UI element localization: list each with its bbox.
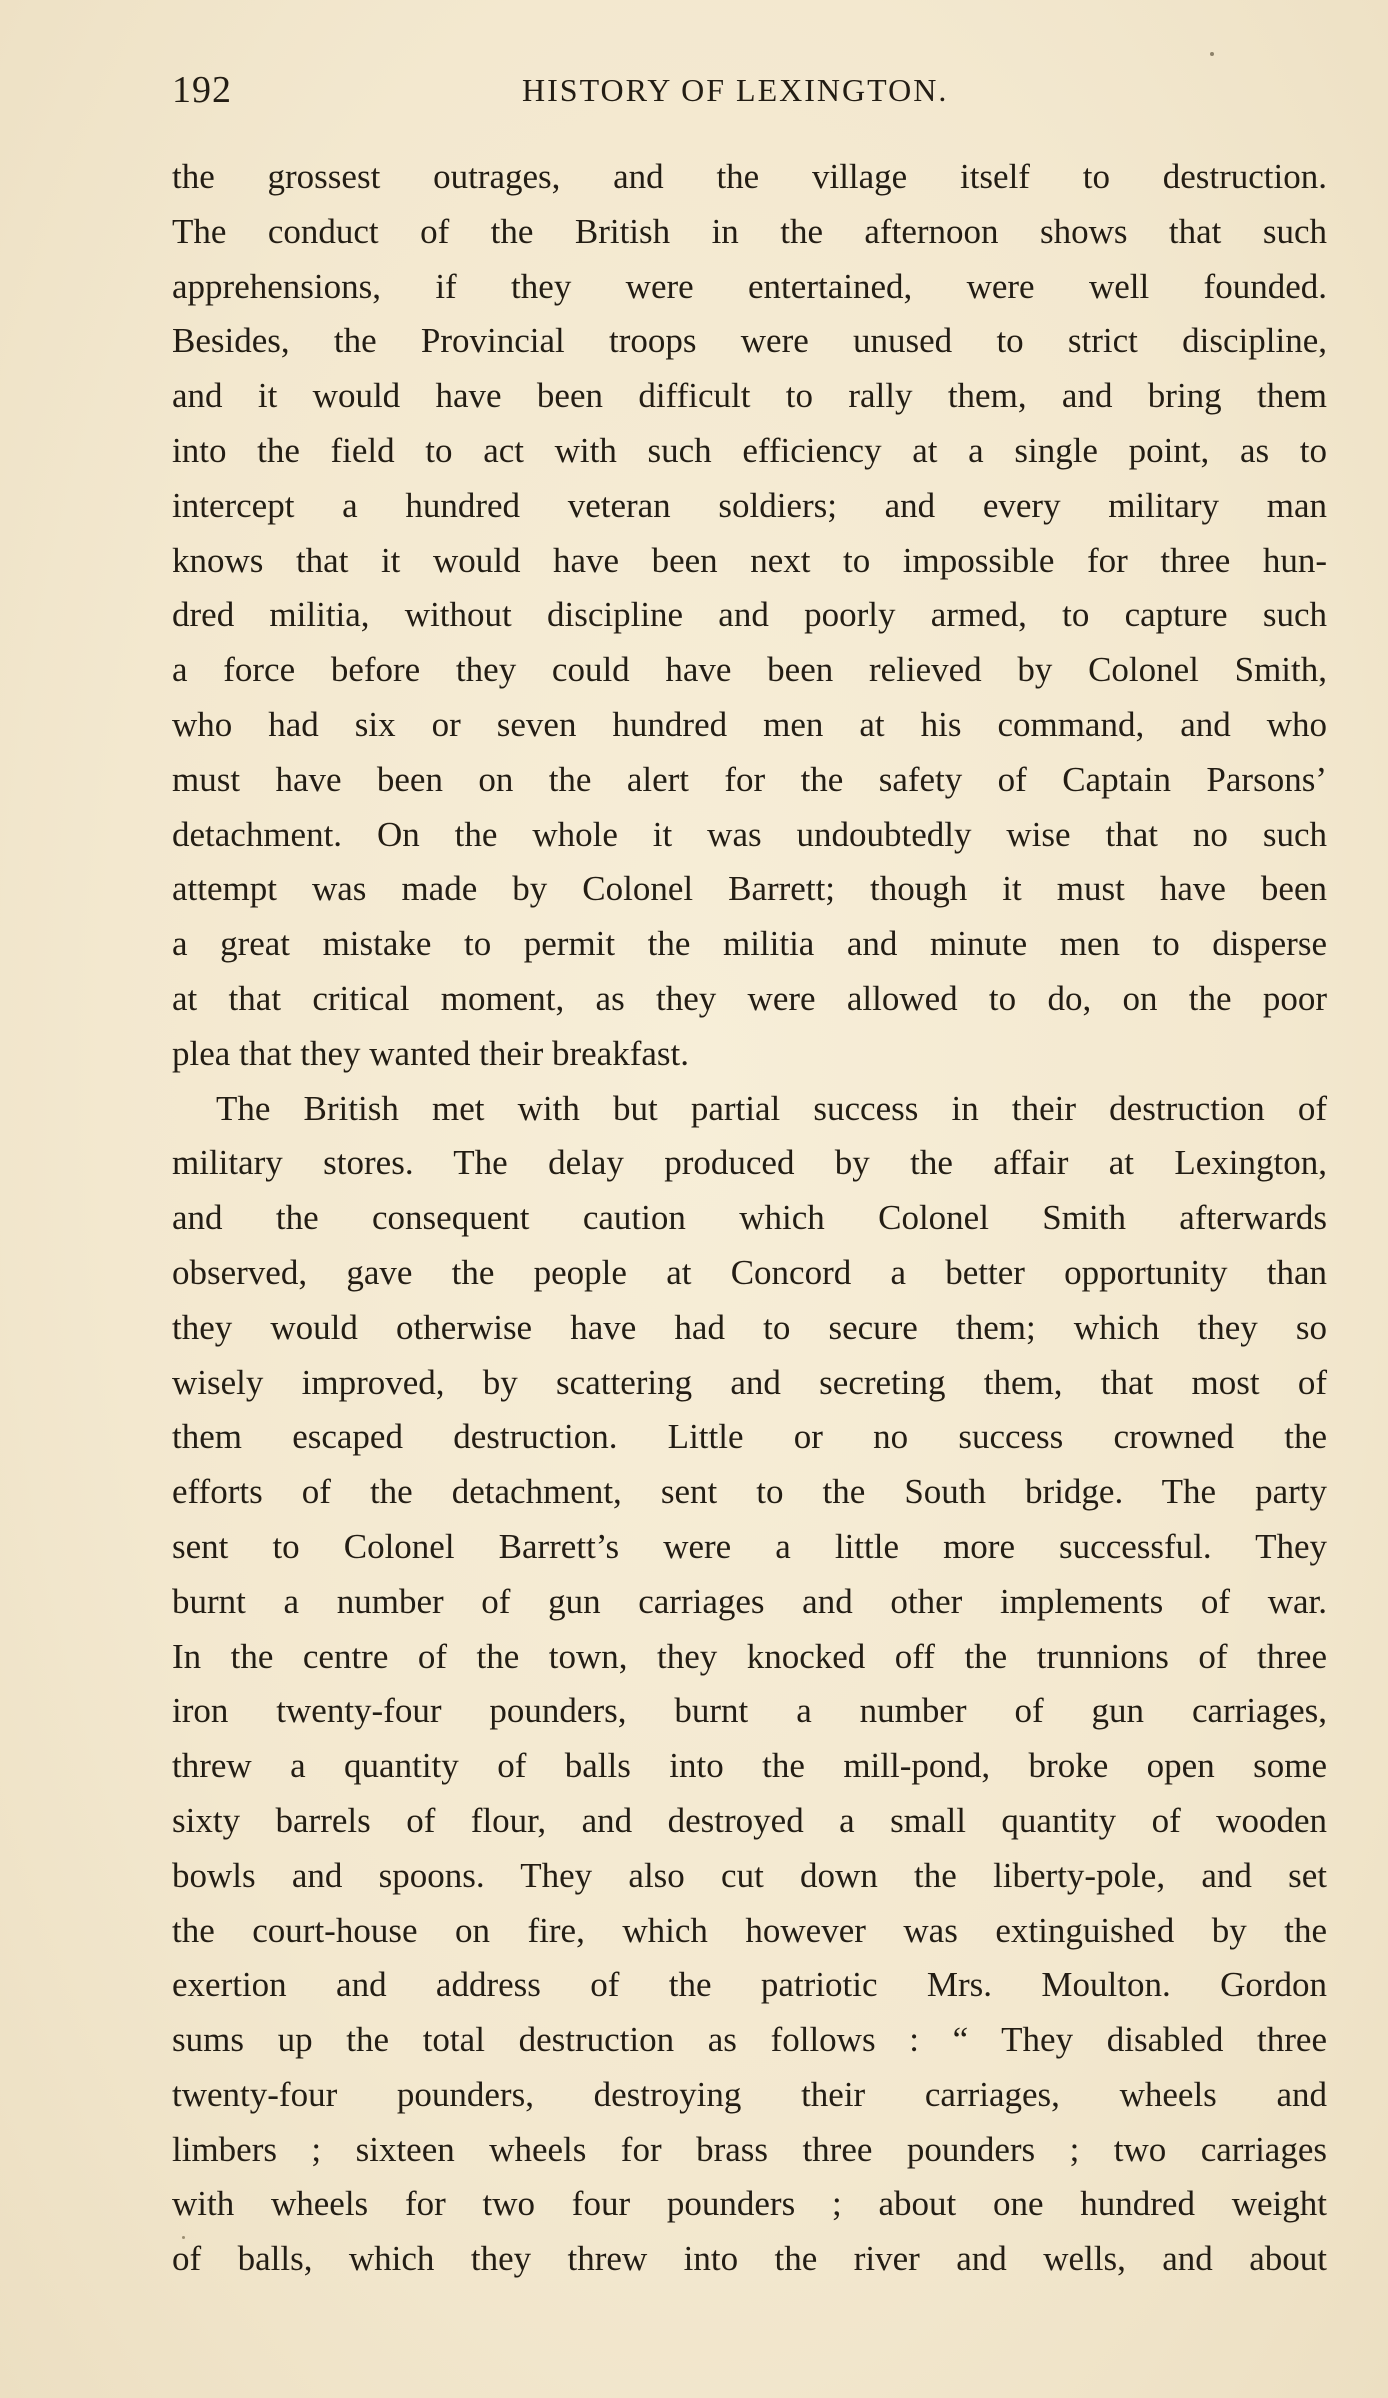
text-line: Besides, the Provincial troops were unused to strict discipline, (172, 321, 1327, 361)
ink-speck (182, 2236, 185, 2239)
text-line: exertion and address of the patriotic Mrs. Moulton. Gordon (172, 1965, 1327, 2005)
body-text (172, 150, 1327, 2287)
text-line: a great mistake to permit the militia and minute men to disperse (172, 924, 1327, 964)
text-line: the grossest outrages, and the village itself to destruction. (172, 157, 1327, 196)
text-line: efforts of the detachment, sent to the South bridge. The party (172, 1472, 1327, 1512)
ink-speck (1210, 52, 1214, 56)
page-header (172, 68, 1178, 124)
text-line: The conduct of the British in the afternoon shows that such (172, 211, 1327, 251)
text-line: military stores. The delay produced by the affair at Lexington, (172, 1143, 1327, 1183)
running-head: HISTORY OF LEXINGTON. (522, 72, 949, 108)
text-line: who had six or seven hundred men at his command, and who (172, 704, 1327, 744)
paragraph-end-line: plea that they wanted their breakfast. (172, 1033, 690, 1073)
text-line: observed, gave the people at Concord a better opportunity than (172, 1252, 1327, 1292)
text-line: they would otherwise have had to secure them; which they so (172, 1307, 1327, 1347)
text-line: must have been on the alert for the safety of Captain Parsons’ (172, 759, 1327, 799)
text-line: detachment. On the whole it was undoubtedly wise that no such (172, 814, 1327, 854)
text-line: at that critical moment, as they were allowed to do, on the poor (172, 978, 1327, 1018)
text-line: the court-house on fire, which however was extinguished by the (172, 1910, 1327, 1950)
paragraph-start-line: The British met with but partial success in their destruction of (216, 1088, 1327, 1128)
text-line: limbers ; sixteen wheels for brass three pounders ; two carriages (172, 2129, 1327, 2169)
text-line: sent to Colonel Barrett’s were a little more successful. They (172, 1526, 1327, 1566)
text-line: iron twenty-four pounders, burnt a number of gun carriages, (172, 1691, 1327, 1731)
text-line: them escaped destruction. Little or no success crowned the (172, 1417, 1327, 1457)
text-line: sixty barrels of flour, and destroyed a small quantity of wooden (172, 1800, 1327, 1840)
text-line: twenty-four pounders, destroying their carriages, wheels and (172, 2074, 1327, 2114)
text-line: burnt a number of gun carriages and other implements of war. (172, 1581, 1327, 1621)
text-line: sums up the total destruction as follows : “ They disabled three (172, 2020, 1327, 2060)
text-line: with wheels for two four pounders ; about one hundred weight (172, 2184, 1327, 2224)
text-line: and the consequent caution which Colonel Smith afterwards (172, 1198, 1327, 1238)
text-line: apprehensions, if they were entertained, were well founded. (172, 266, 1327, 306)
text-line: and it would have been difficult to rally them, and bring them (172, 376, 1327, 416)
text-line: In the centre of the town, they knocked off the trunnions of three (172, 1636, 1327, 1676)
text-line: intercept a hundred veteran soldiers; and every military man (172, 485, 1327, 525)
text-line: dred militia, without discipline and poorly armed, to capture such (172, 595, 1327, 635)
text-line: knows that it would have been next to impossible for three hun- (172, 540, 1327, 580)
text-line: attempt was made by Colonel Barrett; though it must have been (172, 869, 1327, 909)
text-line: bowls and spoons. They also cut down the liberty-pole, and set (172, 1855, 1327, 1895)
text-line: into the field to act with such efficiency at a single point, as to (172, 430, 1327, 470)
page-number: 192 (172, 69, 232, 111)
text-line: of balls, which they threw into the river and wells, and about (172, 2239, 1327, 2279)
text-line: threw a quantity of balls into the mill-pond, broke open some (172, 1746, 1327, 1786)
text-line: wisely improved, by scattering and secreting them, that most of (172, 1362, 1327, 1402)
text-line: a force before they could have been relieved by Colonel Smith, (172, 650, 1327, 690)
